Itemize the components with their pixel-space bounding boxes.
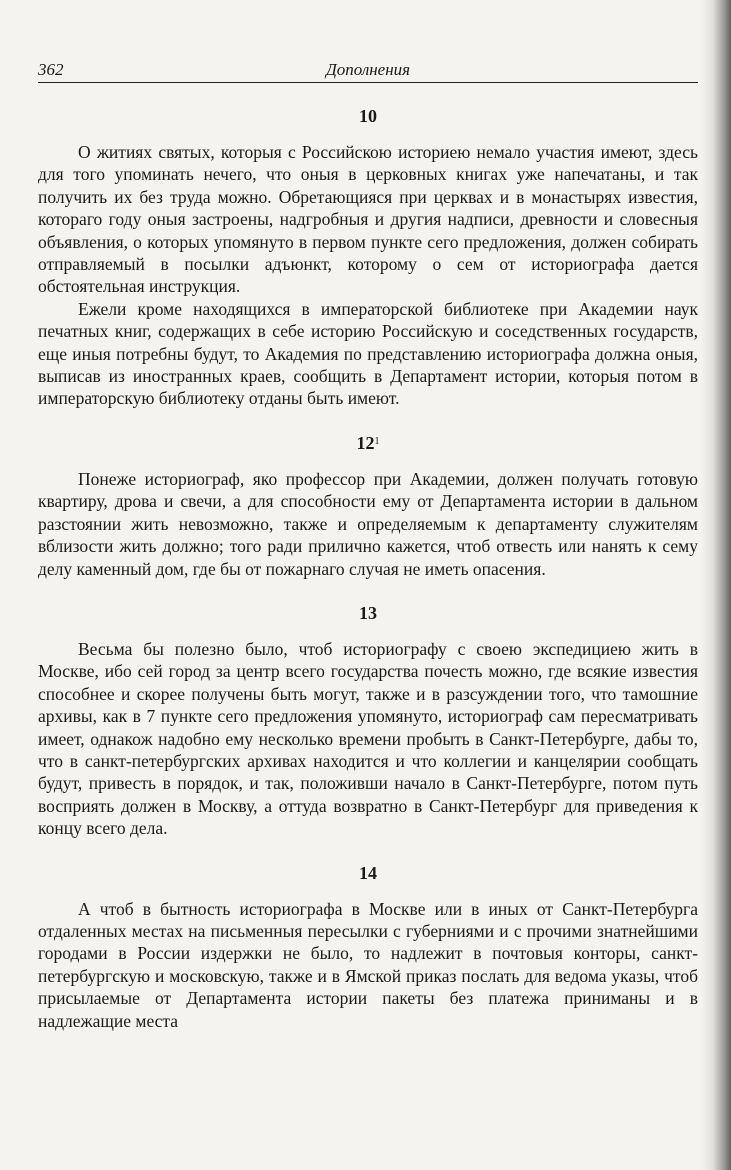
section-number-12 — [38, 432, 698, 454]
section-number-14: 14 — [359, 862, 377, 883]
page-number: 362 — [38, 60, 64, 79]
section-number-13: 13 — [359, 602, 377, 623]
paragraph: Весьма бы полезно было, чтоб историографу с своею экспедициею жить в Москве, ибо сей город за центр всего государства почесть можно, где всякие известия способнее и скорее получены быть могут, также и в разсуждении того, что тамошние архивы, как в 7 пункте сего предложения упомянуто, историограф сам пересматривать имеет, однакож надобно ему несколько времени пробыть в Санкт-Петербурге, дабы то, что в санкт-петербургских архивах находится и что коллегии и канцелярии сообщать будут, привесть в порядок, и так, положивши начало в Санкт-Петербурге, потом путь восприять должен в Москву, а оттуда возвратно в Санкт-Петербург для приведения к концу всего дела. — [38, 638, 698, 839]
page-edge-shadow — [701, 0, 731, 1170]
running-title: Дополнения — [325, 60, 411, 79]
paragraph: О житиях святых, которыя с Российскою историею немало участия имеют, здесь для того упоминать нечего, что оныя в церковных книгах уже напечатаны, и так получить их без труда можно. Обретающияся при церквах и в монастырях известия, котораго году оныя застроены, надгробныя и другия надписи, древности и словесныя объявления, о которых упомянуто в первом пункте сего предложения, должен собирать отправляемый в посылки адъюнкт, которому о сем от историографа дается обстоятельная инструкция. — [38, 142, 698, 297]
running-header — [38, 58, 698, 83]
paragraph: Понеже историограф, яко профессор при Академии, должен получать готовую квартиру, дрова и свечи, а для способности ему от Департамента истории в дальном разстоянии жить невозможно, также и определяемым к департаменту служителям вблизости жить должно; того ради прилично кажется, чтоб отвесть или нанять к сему делу каменный дом, где бы от пожарнаго случая не иметь опасения. — [38, 468, 698, 579]
footnote-mark: 1 — [374, 435, 380, 447]
section-number-10: 10 — [359, 106, 377, 126]
paragraph: Ежели кроме находящихся в императорской библиотеке при Академии наук печатных книг, содержащих в себе историю Российскую и соседственных государств, еще иныя потребны будут, то Академия по представлению историографа должна оныя, выписав из иностранных краев, сообщить в Департамент истории, которыя потом в императорскую библиотеку отданы быть имеют. — [38, 298, 698, 409]
section-number-text: 12 — [356, 432, 375, 453]
book-page — [38, 58, 698, 1032]
paragraph: А чтоб в бытность историографа в Москве или в иных от Санкт-Петербурга отдаленных местах на письменныя пересылки с губерниями и с прочими знатнейшими городами в России издержки не было, то надлежит в почтовыя конторы, санкт-петербургскую и московскую, также и в Ямской приказ послать для ведома указы, чтоб присылаемые от Департамента истории пакеты без платежа приниманы и в надлежащие места — [38, 898, 698, 1031]
